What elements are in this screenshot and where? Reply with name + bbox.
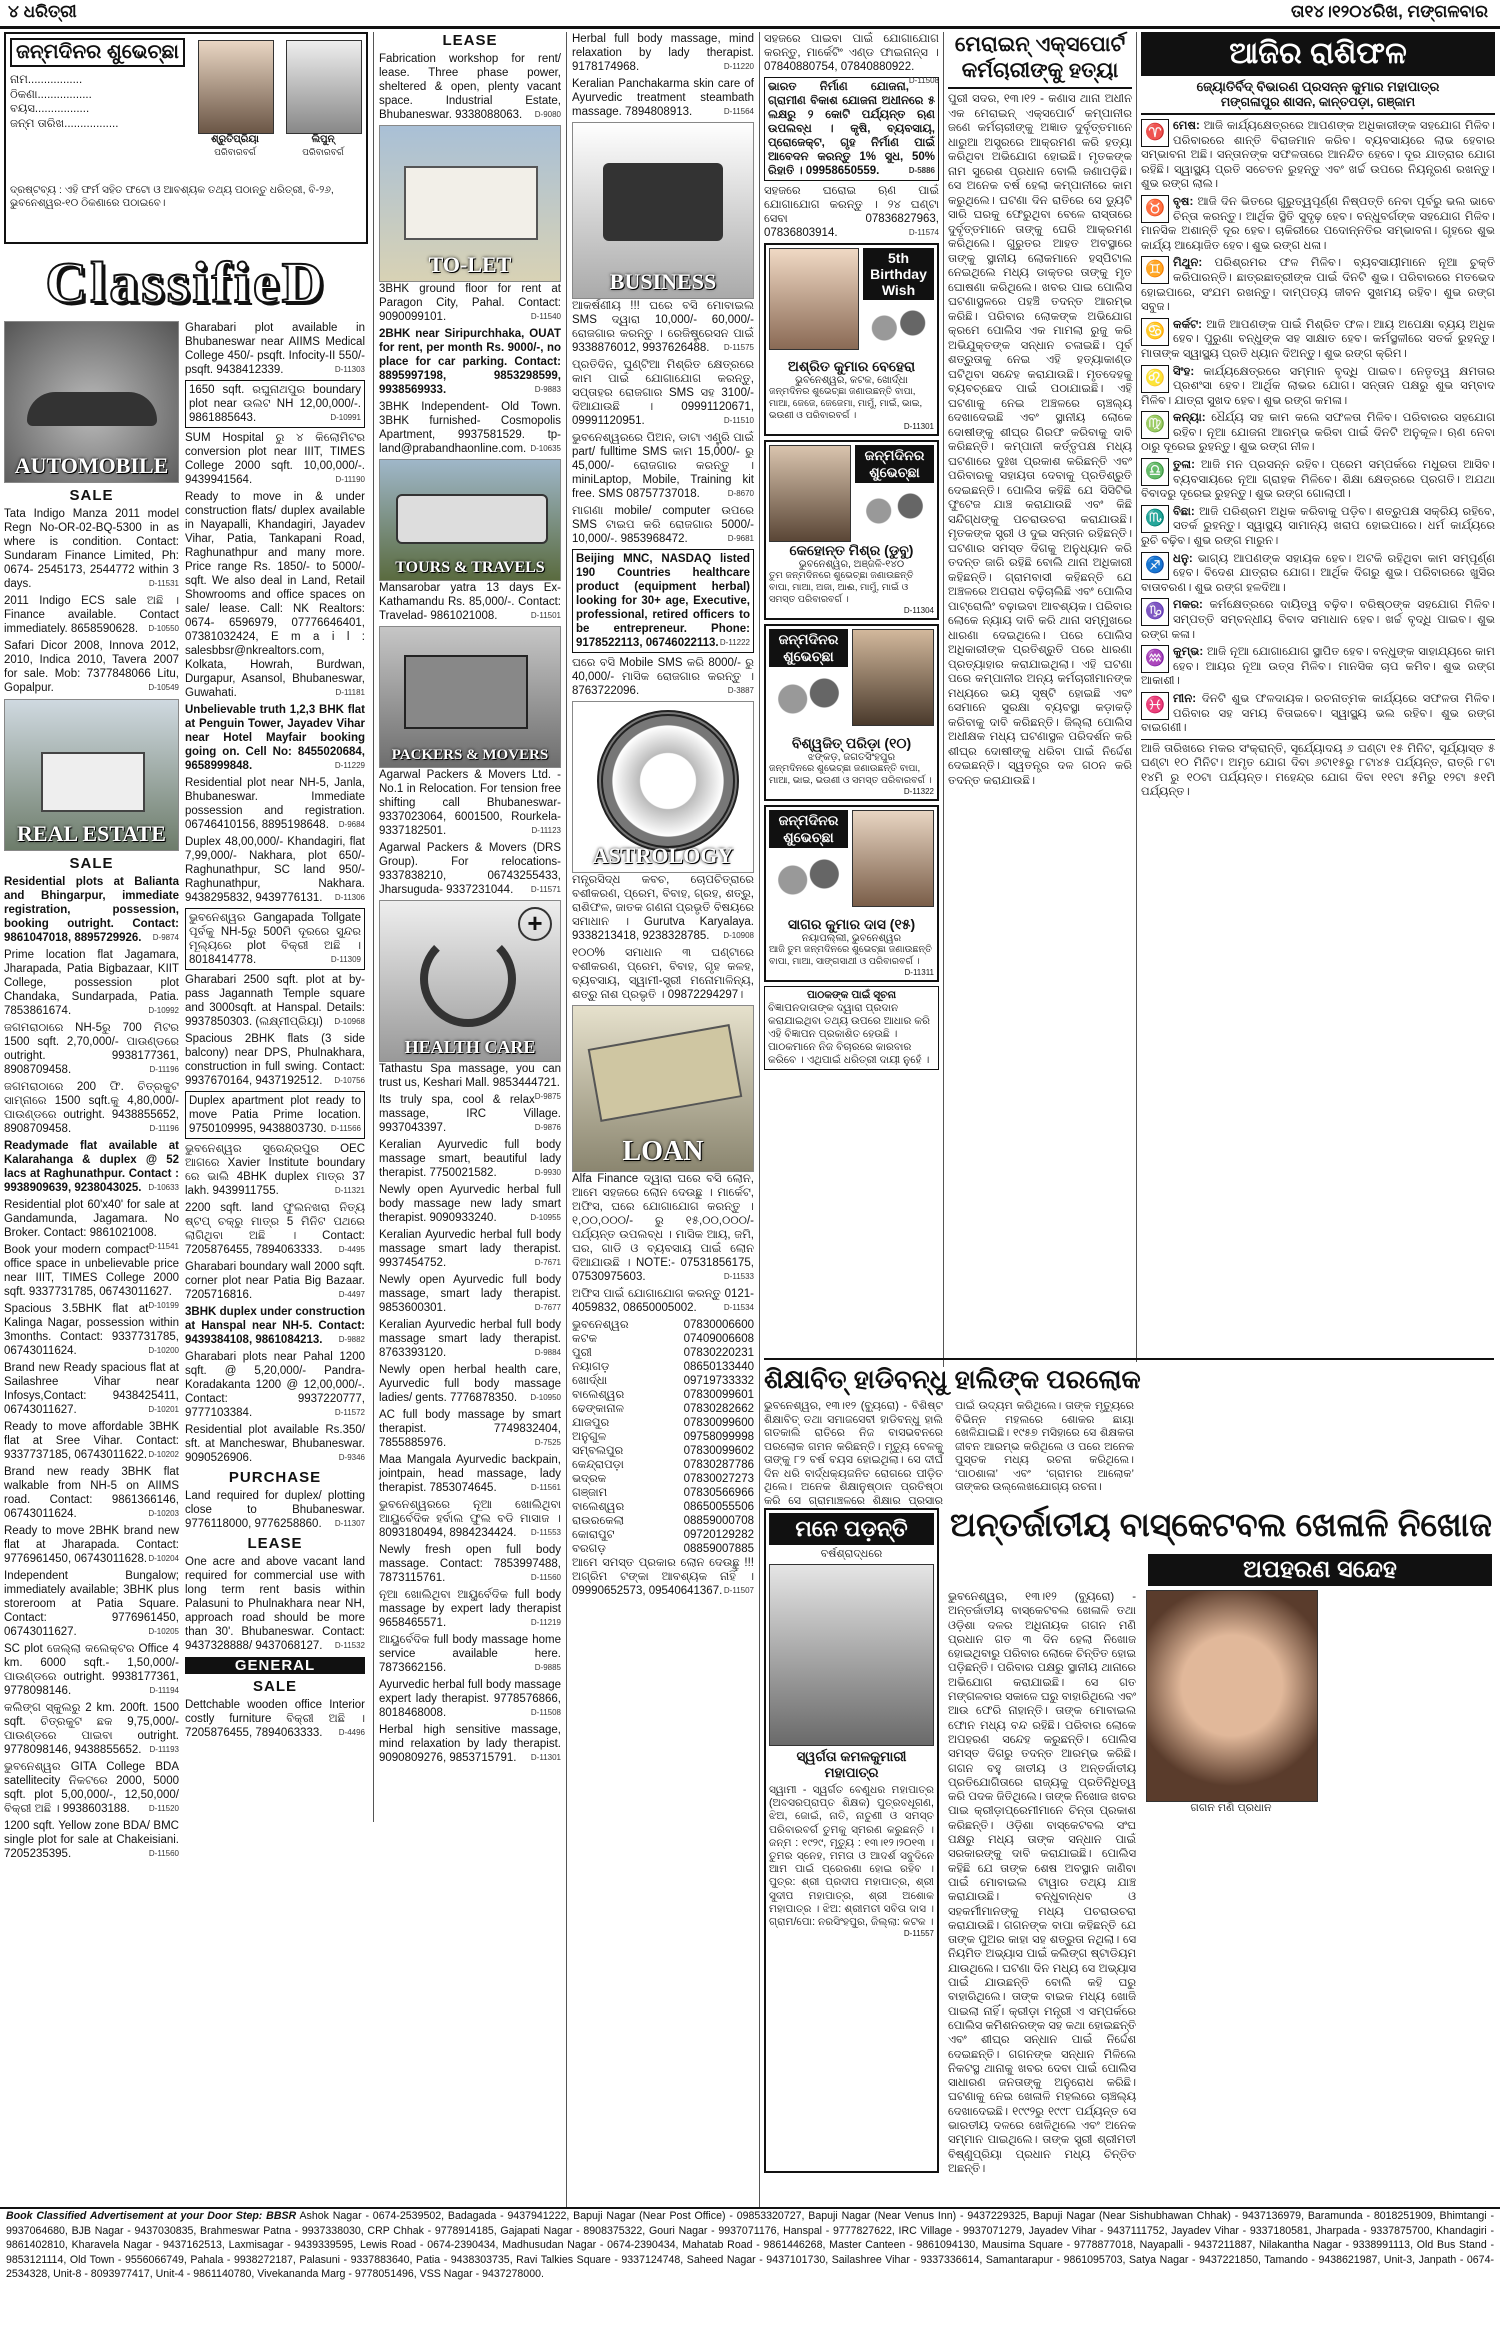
property-ad-10: Duplex apartment plot ready to move Patia Prime location. 9750109995, 9438803730. D-11566 (185, 1091, 365, 1139)
news2-headline: ଶିକ୍ଷାବିତ୍ ହାଡିବନ୍ଧୁ ହାଲିଙ୍କ ପରଲୋକ (764, 1364, 1141, 1394)
rasi-entry: ♐ ଧନୁ: ଭାଗ୍ୟ ଆପଣଙ୍କ ସହାୟକ ହେବ। ଅଟକି ରହିଥିବା କାମ ସମ୍ପୂର୍ଣ୍ଣ ହେବ। ବିଦେଶ ଯାତ୍ରାର ଯୋଗ। ଆର୍ଥିକ ଦିଗରୁ ଶୁଭ। ପରିବାରରେ ଖୁସିର ବାତାବରଣ। ଶୁଭ ରଙ୍ଗ ହଳଦିଆ। (1141, 551, 1495, 594)
health-label: HEALTH CARE (404, 1037, 536, 1057)
birthday-wish-2 (764, 440, 939, 620)
lease-heading-col3: LEASE (442, 32, 498, 49)
astrology-ad-1: ୧୦୦% ସମାଧାନ ୩ ଘଣ୍ଟାରେ ବଶୀକରଣ, ପ୍ରେମ, ବିବାହ, ଗୃହ କଳହ, ବ୍ୟବସାୟ, ସ୍ୱାମୀ-ସ୍ତ୍ରୀ ମନୋମାଳିନ୍ୟ, ଶତ୍ରୁ ନାଶ ପ୍ରଭୃତି । 09872294297। (572, 947, 754, 1001)
health-ad-11: Newly fresh open full body massage. Contact: 7853997488, 7873115761. D-11560 (379, 1544, 561, 1584)
stethoscope-icon (420, 931, 516, 1027)
health-ad-14: Ayurvedic herbal full body massage expert lady therapist. 9778576866, 8018468008. D-11508 (379, 1679, 561, 1719)
rasiphala-list (1141, 119, 1495, 736)
loan-city-row: ବାଲେଶ୍ୱର 07830099601 (572, 1389, 754, 1401)
tail-ad-col5: ସହଜରେ ଘରୋଇ ଋଣ ପାଇଁ ଯୋଗାଯୋଗ କରନ୍ତୁ । ୨୪ ଘଣ୍ଟା ସେବା 07836827963, 07836803914. D-11574 (764, 185, 939, 239)
rasiphala-footer: ଆଜି ତାରିଖରେ ମକର ସଂକ୍ରାନ୍ତି, ସୂର୍ଯ୍ୟୋଦୟ ୬ ଘଣ୍ଟା ୧୫ ମିନିଟ, ସୂର୍ଯ୍ୟାସ୍ତ ୫ ଘଣ୍ଟା ୧୦ ମିନିଟ। ଅମୃତ ଯୋଗ ଦିବା ୬ଟା୧୫ରୁ ୮ଟା୪୫ ପର୍ଯ୍ୟନ୍ତ, ରାତ୍ରି ୮ଟା ୧୪ମି ରୁ ୧୦ଟା ପର୍ଯ୍ୟନ୍ତ। ମହେନ୍ଦ୍ର ଯୋଗ ଦିବା ୧୧ଟା ୫ମିରୁ ୧୨ଟା ୫୧ମି ପର୍ଯ୍ୟନ୍ତ। (1141, 739, 1495, 800)
realestate-ad-15: ଭୁବନେଶ୍ୱର GITA College BDA satellitecity ନିକଟରେ 2000, 5000 sqft. plot 5,00,000/-, 12,50,000/ ବିକ୍ରୀ ଅଛି । 9938603188. D-11520 (4, 1761, 179, 1815)
wish2-text: ତୁମ ଜନ୍ମଦିନରେ ଶୁଭେଚ୍ଛା ଜଣାଉଛନ୍ତି ବାପା, ମାଆ, ଅଜା, ଆଈ, ମାମୁଁ, ମାଇଁ ଓ ସମସ୍ତ ପରିବାରବର୍ଗ । (769, 570, 914, 605)
wish3-text: ଜନ୍ମଦିନରେ ଶୁଭେଚ୍ଛା ଜଣାଉଛନ୍ତି ବାପା, ମାଆ, ଭାଇ, ଭଉଣୀ ଓ ସମସ୍ତ ପରିବାରବର୍ଗ । (769, 763, 932, 786)
news3-headline: ଅନ୍ତର୍ଜାତୀୟ ବାସ୍କେଟବଲ ଖେଳାଳି ନିଖୋଜ (950, 1506, 1492, 1543)
health-ad-7: Newly open herbal health care, Ayurvedic full body massage ladies/ gents. 7776878350. D-10950 (379, 1364, 561, 1404)
govt-loan-box-ad: ଭାରତ ନିର୍ମାଣ ଯୋଜନା, ଗ୍ରାମୀଣ ବିକାଶ ଯୋଜନା ଅଧୀନରେ ୫ ଲକ୍ଷରୁ ୨ କୋଟି ପର୍ଯ୍ୟନ୍ତ ଋଣ ଉପଲବ୍ଧ । କୃଷି, ବ୍ୟବସାୟ, ପ୍ରୋଜେକ୍ଟ, ଗୃହ ନିର୍ମାଣ ପାଇଁ ଆବେଦନ କରନ୍ତୁ 1% ସୁଧ, 50% ରିହାତି । 09958650559. D-5886 (764, 77, 939, 181)
property-ad-14: 3BHK duplex under construction at Hanspal near NH-5. Contact: 9439384108, 9861084213. D-9882 (185, 1306, 365, 1346)
purchase-ad-0: Land required for duplex/ plotting close to Bhubaneswar. 9776118000, 9776258860. D-11307 (185, 1490, 365, 1530)
realestate-ad-7: Spacious 3.5BHK flat at Kalinga Nagar, possession within 3months. Contact: 9337731785, 06743011624. D-10200 (4, 1303, 179, 1357)
balloons-graphic-4 (769, 856, 848, 916)
health-banner (379, 900, 561, 1062)
tolet-ad-0: 3BHK ground floor for rent at Paragon City, Pahal. Contact: 9090099101. D-11540 (379, 283, 561, 323)
automobile-ad-2: Safari Dicor 2008, Innova 2012, 2010, Indica 2010, Tavera 2007 for sale. Mob: 7377848066 Litu, Gopalpur. D-10549 (4, 640, 179, 694)
rasi-entry: ♓ ମୀନ: ଦିନଟି ଶୁଭ ଫଳଦାୟକ। ରଚନାତ୍ମକ କାର୍ଯ୍ୟରେ ସଫଳତା ମିଳିବ। ପରିବାର ସହ ସମୟ ବିତାଇବେ। ସ୍ୱାସ୍ଥ୍ୟ ଭଲ ରହିବ। ଶୁଭ ରଙ୍ଗ ବାଇଗଣୀ। (1141, 691, 1495, 735)
property-ad-15: Gharabari plots near Pahal 1200 sqft. @ 5,20,000/- Pandra- Koradakanta 1200 @ 12,00,000/-. Contact: 9937220777, 9777103384. D-11572 (185, 1351, 365, 1419)
medical-cross-icon: + (518, 907, 552, 941)
loan-ad-0: Alfa Finance ଦ୍ୱାରା ଘରେ ବସି ଲୋନ, ଆମେ ସହଜରେ ଲୋନ ଦେଉଛୁ । ମାର୍କେଟ, ଅଫିସ, ଘରେ ଯୋଗାଯୋଗ କରନ୍ତୁ । ୧,୦୦,୦୦୦/- ରୁ ୧୫,୦୦,୦୦୦/- ପର୍ଯ୍ୟନ୍ତ ଉପଲବ୍ଧ । ମାସିକ ଆୟ, ଜମି, ଘର, ଗାଡି ଓ ବ୍ୟବସାୟ ପାଇଁ ଲୋନ ଦିଆଯାଉଛି । NOTE:- 07531856175, 07530975603. D-11533 (572, 1173, 754, 1283)
loan-city-row: ରାଉରକେଲା 08859000708 (572, 1515, 754, 1527)
news1-headline: ମେରାଇନ୍ ଏକ୍ସପୋର୍ଟ କର୍ମଚାରୀଙ୍କୁ ହତ୍ୟା (948, 32, 1132, 89)
property-ad-0: Gharabari plot available in Bhubaneswar near AIIMS Medical College 450/- psqft. Infocity-II 550/- psqft. 9438412339. D-11303 (185, 322, 365, 376)
zodiac-icon: ♐ (1141, 552, 1169, 580)
property-ad-6: Duplex 48,00,000/- Khandagiri, flat 7,99,000/- Nakhara, plot 650/- Raghunathpur, SC land 950/- Raghunathpur, Nakhara. 9438295832, 9439776131. D-11306 (185, 836, 365, 904)
obituary-sub: ବର୍ଷଶ୍ରାଦ୍ଧରେ (820, 1548, 883, 1560)
loan-city-row: ସମ୍ବଲପୁର 07830099602 (572, 1445, 754, 1457)
health-ad-6: Keralian Ayurvedic herbal full body massage smart lady therapist. 8763393120. D-9884 (379, 1319, 561, 1359)
property-ad-1: 1650 sqft. ରଘୁନାଥପୁର boundary plot near ଉଲଟ NH 12,00,000/-. 9861885643. D-10991 (185, 380, 365, 428)
wish1-title: 5th Birthday Wish (863, 248, 934, 300)
rasi-entry: ♊ ମିଥୁନ: ପରିଶ୍ରମର ଫଳ ମିଳିବ। ବ୍ୟବସାୟୀମାନେ ନୂଆ ଚୁକ୍ତି କରିପାରନ୍ତି। ଛାତ୍ରଛାତ୍ରୀଙ୍କ ପାଇଁ ଦିନଟି ଶୁଭ। ପରିବାରରେ ମତଭେଦ ହୋଇପାରେ, ସଂଯମ ରଖନ୍ତୁ। ଦାମ୍ପତ୍ୟ ଜୀବନ ସୁଖମୟ ରହିବ। ଶୁଭ ରଙ୍ଗ ସବୁଜ। (1141, 256, 1495, 314)
realestate-ad-11: Ready to move 2BHK brand new flat at Jharapada. Contact: 9776961450, 06743011628. D-10204 (4, 1525, 179, 1565)
house-graphic (41, 752, 145, 812)
reader-notice-text: ବିଜ୍ଞାପନଦାତାଙ୍କ ଦ୍ୱାରା ପ୍ରଦାନ କରାଯାଇଥିବା ତଥ୍ୟ ଉପରେ ଆଧାର କରି ଏହି ବିଜ୍ଞାପନ ପ୍ରକାଶିତ ହେଉଛି । ପାଠକମାନେ ନିଜ ବିଚାରରେ କାରବାର କରିବେ । ଏଥିପାଇଁ ଧରିତ୍ରୀ ଦାୟୀ ନୁହେଁ । (768, 1002, 930, 1066)
truck-graphic (404, 655, 528, 729)
loan-city-row: କେନ୍ଦ୍ରାପଡ଼ା 07830287786 (572, 1459, 754, 1471)
loan-city-row: ଅନୁଗୁଳ 09758099998 (572, 1431, 754, 1443)
wish4-text: ଆଜି ତୁମ ଜନ୍ମଦିନରେ ଶୁଭେଚ୍ଛା ଜଣାଉଛନ୍ତି ବାପା, ମାଆ, ସାଙ୍ଗସାଥୀ ଓ ପରିବାରବର୍ଗ । (769, 944, 932, 967)
rasi-entry: ♍ କନ୍ୟା: ଧୈର୍ଯ୍ୟ ସହ କାମ କଲେ ସଫଳତା ମିଳିବ। ପରିବାରର ସହଯୋଗ ରହିବ। ନୂଆ ଯୋଜନା ଆରମ୍ଭ କରିବା ପାଇଁ ଦିନଟି ଅନୁକୂଳ। ଋଣ ନେବା ଠାରୁ ଦୂରେଇ ରୁହନ୍ତୁ। ଶୁଭ ରଙ୍ଗ ନୀଳ। (1141, 411, 1495, 454)
general-ad-0: Dettchable wooden office Interior costly furniture ବିକ୍ରୀ ଅଛି । 7205876455, 7894063333. D-4496 (185, 1699, 365, 1739)
wish4-code: D-11311 (904, 968, 934, 977)
child-sub-2: ପରିବାରବର୍ଗ (302, 147, 344, 157)
packers-label: PACKERS & MOVERS (391, 747, 549, 763)
realestate-ad-16: 1200 sqft. Yellow zone BDA/ BMC single plot for sale at Chakeisiani. 7205235395. D-11560 (4, 1820, 179, 1860)
tolet-label: TO-LET (428, 252, 512, 277)
obituary-name: ସ୍ୱର୍ଗତା କମଳକୁମାରୀ ମହାପାତ୍ର (796, 1749, 907, 1780)
form-name-field: ନାମ................. (10, 74, 83, 86)
health-ad-13: ଆୟୁର୍ବେଦିକ full body massage home service available here. 7873662156. D-9885 (379, 1634, 561, 1674)
wish3-code: D-11322 (903, 787, 934, 796)
loan-city-row: ପୁରୀ 07830220231 (572, 1347, 754, 1359)
loan-city-row: ଭଦ୍ରକ 07830027273 (572, 1473, 754, 1485)
obituary-text: ସ୍ୱାମୀ - ସ୍ୱର୍ଗତ ବେଣୁଧର ମହାପାତ୍ର (ଅବସରପ୍ରାପ୍ତ ଶିକ୍ଷକ) ପୁତ୍ରବଧୂଗଣ, ଝିଅ, ଜୋଇଁ, ନାତି, ନାତୁଣୀ ଓ ସମସ୍ତ ପରିବାରବର୍ଗ ତୁମକୁ ସ୍ମରଣ କରୁଛନ୍ତି । ଜନ୍ମ : ୧୯୨୯, ମୃତ୍ୟୁ : ୧୩।୧୨।୨୦୧୩ । ତୁମର ସ୍ନେହ, ମମତା ଓ ଆଦର୍ଶ ସବୁଦିନେ ଆମ ପାଇଁ ପ୍ରେରଣା ହୋଇ ରହିବ । ପୁତ୍ର: ଶ୍ରୀ ପ୍ରଦୀପ ମହାପାତ୍ର, ଶ୍ରୀ ସୁଦୀପ ମହାପାତ୍ର, ଶ୍ରୀ ଅଶୋକ ମହାପାତ୍ର । ଝିଅ: ଶ୍ରୀମତୀ ସବିତା ଦାସ । ଗ୍ରାମ/ପୋ: ନରସିଂହପୁର, ଜିଲ୍ଲା: କଟକ । (769, 1784, 934, 1929)
astrology-label: ASTROLOGY (592, 843, 734, 868)
purchase-heading: PURCHASE (228, 1469, 322, 1486)
realestate-label: REAL ESTATE (17, 821, 166, 846)
rasi-entry: ♏ ବିଛା: ଆଜି ପରିଶ୍ରମ ଅଧିକ କରିବାକୁ ପଡ଼ିବ। ଶତ୍ରୁପକ୍ଷ ସକ୍ରିୟ ରହିବେ, ସତର୍କ ରୁହନ୍ତୁ। ସ୍ୱାସ୍ଥ୍ୟ ସାମାନ୍ୟ ଖରାପ ହୋଇପାରେ। ଧର୍ମ କାର୍ଯ୍ୟରେ ରୁଚି ବଢ଼ିବ। ଶୁଭ ରଙ୍ଗ ମାରୁନ। (1141, 504, 1495, 548)
wish3-photo (852, 629, 934, 726)
tolet-banner (379, 125, 561, 282)
massage-ad-0: Herbal full body massage, mind relaxation by lady therapist. 9178174968. D-11220 (572, 33, 754, 73)
zodiac-icon: ♊ (1141, 256, 1169, 284)
reader-notice-title: ପାଠକଙ୍କ ପାଇଁ ସୂଚନା (806, 989, 897, 1001)
wish4-name: ସାଗର କୁମାର ଦାସ (୧୫) (787, 916, 916, 932)
news3-photo (1146, 1590, 1318, 1802)
news1-body: ପୁରୀ ସଦର, ୧୩।୧୨ - କଣାସ ଥାନା ଅଧୀନ ଏକ ମେରାଇନ୍ ଏକ୍ସପୋର୍ଟ କମ୍ପାନୀର ଜଣେ କର୍ମଚାରୀଙ୍କୁ ଅଜ୍ଞାତ ଦୁର୍ବୃତ୍ତମାନେ ଧାରୁଆ ଅସ୍ତ୍ରରେ ଆକ୍ରମଣ କରି ହତ୍ୟା କରିଥିବା ଅଭିଯୋଗ ହୋଇଛି। ମୃତକଙ୍କ ନାମ ସୁରେଶ ପ୍ରଧାନ ବୋଲି ଜଣାପଡ଼ିଛି। ସେ ଅନେକ ବର୍ଷ ହେଲା କମ୍ପାନୀରେ କାମ କରୁଥିଲେ। ଘଟଣା ଦିନ ରାତିରେ ସେ ଡ୍ୟୁଟି ସାରି ଘରକୁ ଫେରୁଥିବା ବେଳେ ରାସ୍ତାରେ ଦୁର୍ବୃତ୍ତମାନେ ତାଙ୍କୁ ଘେରି ଆକ୍ରମଣ କରିଥିଲେ। ଗୁରୁତର ଆହତ ଅବସ୍ଥାରେ ତାଙ୍କୁ ସ୍ଥାନୀୟ ଲୋକମାନେ ହସ୍ପିଟାଲ ନେଇଥିଲେ ମଧ୍ୟ ଡାକ୍ତର ତାଙ୍କୁ ମୃତ ଘୋଷଣା କରିଥିଲେ। ଖବର ପାଇ ପୋଲିସ ଘଟଣାସ୍ଥଳରେ ପହଞ୍ଚି ତଦନ୍ତ ଆରମ୍ଭ କରିଛି। ପରିବାର ଲୋକଙ୍କ ଅଭିଯୋଗ କ୍ରମେ ପୋଲିସ ଏକ ମାମଲା ରୁଜୁ କରି ଅଭିଯୁକ୍ତଙ୍କ ସନ୍ଧାନ ଚଳାଇଛି। ପୂର୍ବ ଶତ୍ରୁତାକୁ ନେଇ ଏହି ହତ୍ୟାକାଣ୍ଡ ଘଟିଥିବା ସନ୍ଦେହ କରାଯାଉଛି। ମୃତଦେହକୁ ବ୍ୟବଚ୍ଛେଦ ପାଇଁ ପଠାଯାଇଛି। ଏହି ଘଟଣାକୁ ନେଇ ଅଞ୍ଚଳରେ ଚାଞ୍ଚଲ୍ୟ ଦେଖାଦେଇଛି ଏବଂ ସ୍ଥାନୀୟ ଲୋକେ ଦୋଷୀଙ୍କୁ ଶୀଘ୍ର ଗିରଫ କରିବାକୁ ଦାବି କରିଛନ୍ତି। କମ୍ପାନୀ କର୍ତ୍ତୃପକ୍ଷ ମଧ୍ୟ ଘଟଣାରେ ଦୁଃଖ ପ୍ରକାଶ କରିଛନ୍ତି ଏବଂ ପରିବାରକୁ ସହାୟତା ଦେବାକୁ ପ୍ରତିଶ୍ରୁତି ଦେଇଛନ୍ତି। ପୋଲିସ କହିଛି ଯେ ସିସିଟିଭି ଫୁଟେଜ ଯାଞ୍ଚ କରାଯାଉଛି ଏବଂ କିଛି ସନ୍ଦିଗ୍ଧଙ୍କୁ ପଚରାଉଚରା କରାଯାଉଛି। ମୃତକଙ୍କ ସ୍ତ୍ରୀ ଓ ଦୁଇ ସନ୍ତାନ ରହିଛନ୍ତି। ଘଟଣାର ସମସ୍ତ ଦିଗକୁ ଅନୁଧ୍ୟାନ କରି ତଦନ୍ତ ଜାରି ରହିଛି ବୋଲି ଥାନା ଅଧିକାରୀ କହିଛନ୍ତି। ଗ୍ରାମବାସୀ କହିଛନ୍ତି ଯେ ଅଞ୍ଚଳରେ ଅପରାଧ ବଢ଼ିଚାଲିଛି ଏବଂ ପୋଲିସ ପାଟ୍ରୋଲିଂ ବଢ଼ାଇବା ଆବଶ୍ୟକ। ପରିବାର ଲୋକେ ନ୍ୟାୟ ଦାବି କରି ଥାନା ସମ୍ମୁଖରେ ଧାରଣା ଦେଇଥିଲେ। ପରେ ପୋଲିସ ଅଧିକାରୀଙ୍କ ପ୍ରତିଶ୍ରୁତି ପରେ ଧାରଣା ପ୍ରତ୍ୟାହାର କରାଯାଇଥିଲା। ଏହି ଘଟଣା ପରେ କମ୍ପାନୀର ଅନ୍ୟ କର୍ମଚାରୀମାନଙ୍କ ମଧ୍ୟରେ ଭୟ ସୃଷ୍ଟି ହୋଇଛି ଏବଂ ସେମାନେ ସୁରକ୍ଷା ବ୍ୟବସ୍ଥା କଡ଼ାକଡ଼ି କରିବାକୁ ଦାବି କରିଛନ୍ତି। ଜିଲ୍ଲା ପୋଲିସ ଅଧୀକ୍ଷକ ମଧ୍ୟ ଘଟଣାସ୍ଥଳ ପରିଦର୍ଶନ କରି ଶୀଘ୍ର ଦୋଷୀଙ୍କୁ ଧରିବା ପାଇଁ ନିର୍ଦ୍ଦେଶ ଦେଇଛନ୍ତି। ସ୍ୱତନ୍ତ୍ର ଦଳ ଗଠନ କରି ତଦନ୍ତ କରାଯାଉଛି। (948, 93, 1132, 787)
business-ad-3: ମାଗଣା mobile/ computer ଉପରେ SMS ଟାଇପ କରି ରୋଜଗାର 5000/- 10,000/-. 9853968472. D-9681 (572, 505, 754, 545)
date-line: ତା୧୪।୧୨୦୪ରିଖ, ମଙ୍ଗଳବାର (1291, 2, 1488, 21)
health-ad-8: AC full body massage by smart therapist. 7749832404, 7855885976. D-7525 (379, 1409, 561, 1449)
loan-banner (572, 1005, 754, 1172)
wish4-photo (852, 810, 934, 907)
news-educationist-obituary (764, 1358, 1494, 1507)
loan-label: LOAN (622, 1136, 704, 1167)
automobile-sale-heading: SALE (69, 487, 114, 504)
packers-ad-0: Agarwal Packers & Movers Ltd. - No.1 in Relocation. For tension free shifting call Bhubaneswar- 9337023064, 6001500, Rourkela- 9337182501. D-11123 (379, 769, 561, 837)
birthday-wish-4 (764, 805, 939, 982)
rasi-entry: ♋ କର୍କଟ: ଆଜି ଆପଣଙ୍କ ପାଇଁ ମିଶ୍ରିତ ଫଳ। ଆୟ ଅପେକ୍ଷା ବ୍ୟୟ ଅଧିକ ହେବ। ପୁରୁଣା ବନ୍ଧୁଙ୍କ ସହ ସାକ୍ଷାତ ହେବ। କର୍ମସ୍ଥଳୀରେ ସତର୍କ ରୁହନ୍ତୁ। ମାତାଙ୍କ ସ୍ୱାସ୍ଥ୍ୟ ପ୍ରତି ଧ୍ୟାନ ଦିଅନ୍ତୁ। ଶୁଭ ରଙ୍ଗ କ୍ରିମ। (1141, 317, 1495, 360)
business-ad-4: Beijing MNC, NASDAQ listed 190 Countries healthcare product (equipment herbal) looking for 30+ age, Executive, professional, retired officers to be entrepreneur. Phone: 9178522113, 06746022113. D-11222 (572, 549, 754, 653)
wish4-title: ଜନ୍ମଦିନର ଶୁଭେଚ୍ଛା (769, 810, 848, 848)
realestate-ad-3: ଜଗମରାଠାରେ 200 ଫି. ଚିତ୍ରକୁଟ ସାମ୍ନାରେ 1500 sqft.କୁ 4,80,000/- ପାଉଣ୍ଡରେ outright. 9438855652, 8908709458. D-11196 (4, 1081, 179, 1135)
zodiac-icon: ♌ (1141, 365, 1169, 393)
property-ad-4: Unbelievable truth 1,2,3 BHK flat at Penguin Tower, Jayadev Vihar near Hotel Mayfair booking going on. Cell No: 8455020684, 9658999848. D-11229 (185, 704, 365, 772)
property-ad-7: ଭୁବନେଶ୍ୱର Gangapada Tollgate ପୂର୍ବକୁ NH-5ରୁ 500ମି ଦୂରରେ ସୁନ୍ଦର ମୂଲ୍ୟରେ plot ବିକ୍ରୀ ଅଛି । 8018414778. D-11309 (185, 908, 365, 970)
astrology-banner (572, 701, 754, 873)
form-note: ଦ୍ରଷ୍ଟବ୍ୟ : ଏହି ଫର୍ମ ସହିତ ଫଟୋ ଓ ଆବଶ୍ୟକ ତଥ୍ୟ ପଠାନ୍ତୁ ଧରିତ୍ରୀ, ବି-୨୬, ଭୁବନେଶ୍ୱର-୧୦ ଠିକଣାରେ ପଠାଇବେ। (10, 184, 334, 209)
business-ad-2: ଭୁବନେଶ୍ୱରରେ ପିଅନ, ଡାଟା ଏଣ୍ଟ୍ରି ପାଇଁ part/ fulltime SMS କାମ 15,000/- ରୁ 45,000/- ରୋଜଗାର କରନ୍ତୁ । miniLaptop, Mobile, Training kit free. SMS 08757737018. D-8670 (572, 432, 754, 500)
health-ad-1: Its truly spa, cool & relax massage, IRC Village. 9937043397. D-9876 (379, 1094, 561, 1134)
realestate-ad-13: SC plot ଜେଲ୍ଲା କଲେକ୍ଟର Office 4 km. 6000 sqft.- 1,50,000/- ପାଉଣ୍ଡରେ outright. 9938177361, 9778098146. D-11194 (4, 1643, 179, 1697)
birthday-form-box (4, 32, 368, 244)
zodiac-icon: ♎ (1141, 458, 1169, 486)
tours-ad-0: Mansarobar yatra 13 days Ex-Kathamandu Rs. 85,000/-. Contact: Travelad- 9861021008. D-11501 (379, 582, 561, 622)
loan-city-list (572, 1318, 754, 1556)
child-sub-1: ପରିବାରବର୍ଗ (214, 147, 256, 157)
loan-city-row: ବରଗଡ଼ 08859007885 (572, 1543, 754, 1555)
lease-ad-col3-0: Fabrication workshop for rent/ lease. Three phase power, sheltered & open, plenty vacant space. Industrial Estate, Bhubaneswar. 9338088063. D-9080 (379, 53, 561, 121)
realestate-ad-1: Prime location flat Jagamara, Jharapada, Patia Bigbazaar, KIIT College, possession plot Chandaka, Sundarpada, Patia. 7853861674. D-10992 (4, 949, 179, 1017)
news2-body: ଭୁବନେଶ୍ୱର, ୧୩।୧୨ (ବ୍ୟୁରୋ) - ବିଶିଷ୍ଟ ଶିକ୍ଷାବିତ୍ ତଥା ସମାଜସେବୀ ହାଡିବନ୍ଧୁ ହାଲି ଗତକାଲି ରାତିରେ ନିଜ ବାସଭବନରେ ପରଲୋକ ଗମନ କରିଛନ୍ତି। ମୃତ୍ୟୁ ବେଳକୁ ତାଙ୍କୁ ୮୨ ବର୍ଷ ବୟସ ହୋଇଥିଲା। ସେ ଦୀର୍ଘ ଦିନ ଧରି ବାର୍ଦ୍ଧକ୍ୟଜନିତ ରୋଗରେ ପୀଡ଼ିତ ଥିଲେ। ଅନେକ ଶିକ୍ଷାନୁଷ୍ଠାନ ପ୍ରତିଷ୍ଠା କରି ସେ ଗ୍ରାମାଞ୍ଚଳରେ ଶିକ୍ଷାର ପ୍ରସାର ପାଇଁ ଉଦ୍ୟମ କରିଥିଲେ। ତାଙ୍କ ମୃତ୍ୟୁରେ ବିଭିନ୍ନ ମହଲରେ ଶୋକର ଛାୟା ଖେଳିଯାଇଛି। ୧୯୫୭ ମସିହାରେ ସେ ଶିକ୍ଷକତା ଜୀବନ ଆରମ୍ଭ କରିଥିଲେ ଓ ପରେ ଅନେକ ପୁସ୍ତକ ମଧ୍ୟ ରଚନା କରିଥିଲେ। ‘ପାଠଶାଳା’ ଏବଂ ‘ଗ୍ରାମର ଆଲୋକ’ ତାଙ୍କର ଉଲ୍ଲେଖଯୋଗ୍ୟ ରଚନା। (764, 1400, 1134, 1507)
zodiac-icon: ♉ (1141, 195, 1169, 223)
zodiac-wheel-graphic (597, 710, 739, 852)
wish2-code: D-11304 (903, 606, 934, 615)
property-ad-11: ଭୁବନେଶ୍ୱର ସୁରେନ୍ଦ୍ରପୁର OEC ଆଗରେ Xavier Institute boundary ରେ ଭାଲି 4BHK duplex ମାତ୍ର 37 lakh. 9439911755. D-11321 (185, 1143, 365, 1197)
wish3-title: ଜନ୍ମଦିନର ଶୁଭେଚ୍ଛା (769, 629, 848, 667)
car-graphic (27, 392, 157, 426)
general-heading: GENERAL (185, 1657, 365, 1674)
wish3-sub: ଝଙ୍କଡ଼, ଜଗତସିଂହପୁର (807, 752, 896, 763)
column-1b-ads (185, 321, 365, 1864)
obituary-box (764, 1508, 939, 2173)
packers-ad-1: Agarwal Packers & Movers (DRS Group). For relocations- 9337838210, 06743255433, Jharsuguda- 9337231044. D-11571 (379, 842, 561, 896)
massage-ad-1: Keralian Panchakarma skin care of Ayurvedic treatment steambath massage. 7894808913. D-11564 (572, 78, 754, 118)
property-ad-5: Residential plot near NH-5, Janla, Bhubaneswar. Immediate possession and registration. 06746410156, 8895198648. D-9684 (185, 777, 365, 831)
footer-text: Ashok Nagar - 0674-2539502, Badagada - 9437941222, Bapuji Nagar (Near Post Office) - 09853320727, Bapuji Nagar (Near Venus Inn) - 9437229325, Bapuji Nagar (Near Sishubhawan Chhak) - 9437136979, Baramunda - 8018251909, Bhimtangi - 9937064680, BJB Nagar - 9437030835, Brahmeswar Patna - 9937338030, CRP Chhak - 9778914185, Gajapati Nagar - 8908375322, Gouri Nagar - 9937071176, Hanspal - 9777827622, IRC Village - 9937071279, Jayadev Vihar - 9437111752, Jayadev Vihar - 9337180581, Jharpada - 9337875700, Khandagiri - 9861402810, Kharavela Nagar - 9437162513, Laxmisagar - 9439339595, Lewis Road - 0674-2390434, Madhusudan Nagar - 0674-2390434, Mahatab Road - 9861446268, Master Canteen - 9861094130, Mausima Square - 9778877018, Nayapalli - 9437211887, Nilakantha Nagar - 9338991113, Old Bus Stand - 9853121114, Old Town - 9556066749, Pahala - 9938272187, Palasuni - 9337883640, Patia - 9438303735, Ravi Talkies Square - 9337124748, Saheed Nagar - 9437101730, Sailashree Vihar - 9337336614, Samantarapur - 9861095703, Satya Nagar - 9437221850, Tamando - 9438621987, Unit-3, Janpath - 0674-2534328, Unit-8 - 8093977417, Unit-4 - 9861140780, Vivekananda Marg - 9778051496, VSS Nagar - 9437278000. (6, 2210, 1494, 2280)
business-banner (572, 122, 754, 299)
wish1-code: D-11301 (903, 422, 934, 431)
child-name-1: ଶ୍ରୁତିପ୍ରିୟା (211, 134, 259, 145)
property-ad-12: 2200 sqft. land ଫୁଲନଖରା ନିତ୍ୟ ଷ୍ଟପ୍ ଚକ୍ରୁ ମାତ୍ର 5 ମିନିଟ ପଥରେ ଲାଗିଥିବା ଅଛି । Contact: 7205876455, 7894063333. D-4495 (185, 1202, 365, 1256)
loan-tail-ad: ଆମେ ସମସ୍ତ ପ୍ରକାର ଲୋନ ଦେଉଛୁ !!! ଅଗ୍ରିମ ଟଙ୍କା ଆବଶ୍ୟକ ନାହିଁ । 09990652573, 09540641367. D-11507 (572, 1557, 754, 1597)
obituary-code: D-11557 (903, 1929, 934, 1939)
rasiphala-title: ଆଜିର ରାଶିଫଳ (1141, 32, 1495, 76)
birthday-wish-1 (764, 243, 939, 436)
zodiac-icon: ♒ (1141, 645, 1169, 673)
lease-ad-0: One acre and above vacant land required for commercial use with long term rent basis within Palasuni to Phulnakhara near NH, approach road should be more than 30'. Bhubaneswar. Contact: 9437328888/ 9437068127. D-11532 (185, 1556, 365, 1652)
health-ad-0: Tathastu Spa massage, you can trust us, Keshari Mall. 9853444721. D-9875 (379, 1063, 561, 1101)
property-ad-9: Spacious 2BHK flats (3 side balcony) near DPS, Phulnakhara, construction in full swing. Contact: 9937670164, 9437192512. D-10756 (185, 1033, 365, 1087)
wish2-sub: ଭୁବନେଶ୍ୱର, ଅଞ୍ଜଳି-୧୪୦ (798, 559, 905, 570)
realestate-ads (4, 875, 179, 1861)
health-ad-3: Newly open Ayurvedic herbal full body massage new lady smart therapist. 9090933240. D-10955 (379, 1184, 561, 1224)
lease-heading: LEASE (247, 1535, 303, 1552)
zodiac-icon: ♓ (1141, 692, 1169, 720)
news-basketball-missing (948, 1500, 1494, 2175)
reader-notice (764, 986, 939, 1070)
balloons-graphic-2 (855, 491, 934, 541)
rasiphala-byline: ଜ୍ୟୋତିର୍ବିଦ୍ ବିଭାରଣ ପ୍ରସନ୍ନ କୁମାର ମହାପାତ୍ର (1196, 79, 1440, 94)
wish2-name: କେହୋନ୍ତ ମିଶ୍ର (ଡୁବୁ) (789, 542, 914, 558)
health-ad-9: Maa Mangala Ayurvedic backpain, jointpain, head massage, lady therapist. 7853074645. D-11561 (379, 1454, 561, 1494)
zodiac-icon: ♑ (1141, 598, 1169, 626)
realestate-ad-8: Brand new Ready spacious flat at Sailashree Vihar near Infosys,Contact: 9438425411, 06743011627. D-10201 (4, 1362, 179, 1416)
form-birthday-field: ଜନ୍ମ ତାରିଖ................. (10, 117, 119, 130)
form-age-field: ବୟସ................. (10, 103, 90, 115)
child-photo-2 (286, 40, 362, 134)
classified-logo: ClassifieD (45, 250, 327, 315)
birthday-wish-3 (764, 624, 939, 801)
birthday-form-title: ଜନ୍ମଦିନର ଶୁଭେଚ୍ଛା (10, 38, 185, 67)
loan-city-row: ଢେଙ୍କାନାଳ 07830282662 (572, 1403, 754, 1415)
realestate-ad-12: Independent Bungalow; immediately available; 3BHK plus storeroom at Patia Square. Contact: 9776961450, 06743011627. D-10205 (4, 1570, 179, 1638)
loan-city-row: ନୟାଗଡ଼ 08650133440 (572, 1361, 754, 1373)
column-5 (764, 32, 939, 1362)
zodiac-icon: ♏ (1141, 505, 1169, 533)
automobile-label: AUTOMOBILE (14, 453, 169, 478)
zodiac-icon: ♈ (1141, 119, 1169, 147)
tolet-ad-2: 3BHK Independent- Old Town. 3BHK furnished- Cosmopolis Apartment, 9937581529. tp-land@prabandhaonline.com. D-10635 (379, 401, 561, 455)
loan-city-row: ଭୁବନେଶ୍ୱର 07830006600 (572, 1319, 754, 1331)
rasi-entry: ♎ ତୁଳା: ଆଜି ମନ ପ୍ରସନ୍ନ ରହିବ। ପ୍ରେମ ସମ୍ପର୍କରେ ମଧୁରତା ଆସିବ। ବ୍ୟବସାୟରେ ନୂଆ ଗ୍ରାହକ ମିଳିବେ। ଶିକ୍ଷା କ୍ଷେତ୍ରରେ ପ୍ରଗତି। ଅଯଥା ବିବାଦରୁ ଦୂରେଇ ରୁହନ୍ତୁ। ଶୁଭ ରଙ୍ଗ ଗୋଲାପୀ। (1141, 458, 1495, 501)
general-sale-heading: SALE (252, 1678, 297, 1695)
rasiphala-byline2: ମଙ୍ଗଳାପୁର ଶାସନ, କାନ୍ତପଡ଼ା, ଗଞ୍ଜାମ (1141, 95, 1495, 115)
loan-city-row: କୋରାପୁଟ 09720129282 (572, 1529, 754, 1541)
health-ad-12: ନୂଆ ଖୋଲିଥିବା ଆୟୁର୍ବେଦିକ full body massage by expert lady therapist 9658465571. D-11219 (379, 1589, 561, 1629)
bus-graphic (396, 494, 548, 544)
realestate-ad-0: Residential plots at Balianta and Bhingarpur, immediate registration, possession, booking outright. Contact: 9861047018, 8895729926. D-9874 (4, 876, 179, 944)
tours-label: TOURS & TRAVELS (395, 559, 545, 576)
wish1-sub: ଭୁବନେଶ୍ୱର, କଟକ, ଖୋର୍ଦ୍ଧା (795, 375, 908, 386)
wish1-text: ଜନ୍ମଦିନର ଶୁଭେଚ୍ଛା ଜଣାଉଛନ୍ତି ବାପା, ମାଆ, ଜେଜେ, ଜେଜେମା, ମାମୁଁ, ମାଇଁ, ଭାଇ, ଭଉଣୀ ଓ ପରିବାରବର୍ଗ । (769, 386, 923, 421)
wish2-title: ଜନ୍ମଦିନର ଶୁଭେଚ୍ଛା (855, 445, 934, 483)
health-ad-4: Keralian Ayurvedic herbal full body massage smart lady therapist. 9937454752. D-7671 (379, 1229, 561, 1269)
loan-ad-1: ଅଫିସ ପାଇଁ ଯୋଗାଯୋଗ କରନ୍ତୁ 0121-4059832, 08650005002. D-11534 (572, 1288, 754, 1314)
briefcase-graphic (603, 163, 723, 241)
column-1 (4, 32, 368, 2202)
rasi-entry: ♈ ମେଷ: ଆଜି କାର୍ଯ୍ୟକ୍ଷେତ୍ରରେ ଆପଣଙ୍କ ଅଧିକାରୀଙ୍କ ସହଯୋଗ ମିଳିବ। ପରିବାରରେ ଶାନ୍ତି ବିରାଜମାନ କରିବ। ବ୍ୟବସାୟରେ ଲାଭ ହେବାର ସମ୍ଭାବନା ଅଛି। ସନ୍ତାନଙ୍କ ସଫଳତାରେ ଆନନ୍ଦିତ ହେବେ। ଦୂର ଯାତ୍ରାର ଯୋଗ ରହିଛି। ସ୍ୱାସ୍ଥ୍ୟ ପ୍ରତି ସଚେତନ ରୁହନ୍ତୁ ଏବଂ ଖର୍ଚ୍ଚ ଉପରେ ନିୟନ୍ତ୍ରଣ ରଖନ୍ତୁ। ଶୁଭ ରଙ୍ଗ ଲାଲ। (1141, 119, 1495, 191)
realestate-banner (4, 699, 179, 851)
currency-graphic (588, 1024, 743, 1122)
child-name-2: ଲିପୁନ୍ (311, 134, 335, 145)
rasiphala-section (1141, 32, 1495, 1332)
footer-title: Book Classified Advertisement at your Door Step: BBSR (6, 2210, 297, 2222)
realestate-ad-14: କଲିଙ୍ଗ ସ୍କୁଲରୁ 2 km. 200ft. 1500 sqft. ଚିତ୍ରକୁଟ ଛକ 9,75,000/- ପାଉଣ୍ଡରେ ପାଇବା outright. 9778098146, 9438855652. D-11193 (4, 1702, 179, 1756)
automobile-ad-1: 2011 Indigo ECS sale ଅଛି । Finance available. Contact immediately. 8658590628. D-10550 (4, 595, 179, 635)
balloons-graphic-3 (769, 675, 848, 735)
realestate-sale-heading: SALE (69, 855, 114, 872)
property-ad-8: Gharabari 2500 sqft. plot at by- pass Jagannath Temple square and 3000sqft. at Hanspal. Details: 9937850303. (ଲକ୍ଷ୍ମୀପ୍ରିୟା) D-10968 (185, 974, 365, 1028)
wish1-photo (769, 248, 859, 350)
health-ad-2: Keralian Ayurvedic full body massage smart, beautiful lady therapist. 7750021582. D-9930 (379, 1139, 561, 1179)
wish2-photo (769, 445, 851, 542)
packers-banner (379, 626, 561, 768)
health-ad-15: Herbal high sensitive massage, mind relaxation by lady therapist. 9090809276, 9853715791. D-11301 (379, 1724, 561, 1764)
footer-booking-bar (0, 2207, 1500, 2339)
news3-body: ଭୁବନେଶ୍ୱର, ୧୩।୧୨ (ବ୍ୟୁରୋ) - ଅନ୍ତର୍ଜାତୀୟ ବାସ୍କେଟବଲ ଖେଳାଳି ତଥା ଓଡ଼ିଶା ଦଳର ଅଧିନାୟକ ଗଗନ ମଣି ପ୍ରଧାନ ଗତ ୩ ଦିନ ହେଲା ନିଖୋଜ ହୋଇଥିବାରୁ ପରିବାର ଲୋକେ ଚିନ୍ତିତ ହୋଇ ପଡ଼ିଛନ୍ତି। ପରିବାର ପକ୍ଷରୁ ସ୍ଥାନୀୟ ଥାନାରେ ଅଭିଯୋଗ କରାଯାଇଛି। ସେ ଗତ ମଙ୍ଗଳବାର ସକାଳେ ଘରୁ ବାହାରିଥିଲେ ଏବଂ ଆଉ ଫେରି ନାହାନ୍ତି। ତାଙ୍କ ମୋବାଇଲ ଫୋନ ମଧ୍ୟ ବନ୍ଦ ରହିଛି। ପରିବାର ଲୋକେ ଅପହରଣ ସନ୍ଦେହ କରୁଛନ୍ତି। ପୋଲିସ ସମସ୍ତ ଦିଗରୁ ତଦନ୍ତ ଆରମ୍ଭ କରିଛି। ଗଗନ ବହୁ ଜାତୀୟ ଓ ଅନ୍ତର୍ଜାତୀୟ ପ୍ରତିଯୋଗିତାରେ ରାଜ୍ୟକୁ ପ୍ରତିନିଧିତ୍ୱ କରି ପଦକ ଜିତିଥିଲେ। ତାଙ୍କ ନିଖୋଜ ଖବର ପାଇ କ୍ରୀଡ଼ାପ୍ରେମୀମାନେ ଚିନ୍ତା ପ୍ରକାଶ କରିଛନ୍ତି। ଓଡ଼ିଶା ବାସ୍କେଟବଲ ସଂଘ ପକ୍ଷରୁ ମଧ୍ୟ ତାଙ୍କ ସନ୍ଧାନ ପାଇଁ ସରକାରଙ୍କୁ ଦାବି କରାଯାଇଛି। ପୋଲିସ କହିଛି ଯେ ତାଙ୍କ ଶେଷ ଅବସ୍ଥାନ ଜାଣିବା ପାଇଁ ମୋବାଇଲ ଟାୱାର ତଥ୍ୟ ଯାଞ୍ଚ କରାଯାଉଛି। ବନ୍ଧୁବାନ୍ଧବ ଓ ସହକର୍ମୀମାନଙ୍କୁ ମଧ୍ୟ ପଚରାଉଚରା କରାଯାଉଛି। ଗଗନଙ୍କ ବାପା କହିଛନ୍ତି ଯେ ତାଙ୍କ ପୁଅର କାହା ସହ ଶତ୍ରୁତା ନଥିଲା। ସେ ନିୟମିତ ଅଭ୍ୟାସ ପାଇଁ କଲିଙ୍ଗ ଷ୍ଟାଡିୟମ ଯାଉଥିଲେ। ଘଟଣା ଦିନ ମଧ୍ୟ ସେ ଅଭ୍ୟାସ ପାଇଁ ଯାଉଛନ୍ତି ବୋଲି କହି ଘରୁ ବାହାରିଥିଲେ। ତାଙ୍କ ବାଇକ ମଧ୍ୟ ଖୋଜି ପାଇଲା ନାହିଁ। କ୍ରୀଡ଼ା ମନ୍ତ୍ରୀ ଏ ସମ୍ପର୍କରେ ପୋଲିସ କମିଶନରଙ୍କ ସହ କଥା ହୋଇଛନ୍ତି ଏବଂ ଶୀଘ୍ର ସନ୍ଧାନ ପାଇଁ ନିର୍ଦ୍ଦେଶ ଦେଇଛନ୍ତି। ଗଗନଙ୍କ ସନ୍ଧାନ ମିଳିଲେ ନିକଟସ୍ଥ ଥାନାକୁ ଖବର ଦେବା ପାଇଁ ପୋଲିସ ସାଧାରଣ ଜନତାଙ୍କୁ ଅନୁରୋଧ କରିଛି। ଘଟଣାକୁ ନେଇ ଖେଳାଳି ମହଲରେ ଚାଞ୍ଚଲ୍ୟ ଦେଖାଦେଇଛି। ୧୯୯୨ରୁ ୧୯୯୮ ପର୍ଯ୍ୟନ୍ତ ସେ ଭାରତୀୟ ଦଳରେ ଖେଳିଥିଲେ ଏବଂ ଅନେକ ସମ୍ମାନ ପାଇଥିଲେ। ତାଙ୍କ ସ୍ତ୍ରୀ ଶ୍ରୀମତୀ ବିଷ୍ଣୁପ୍ରିୟା ପ୍ରଧାନ ମଧ୍ୟ ଚିନ୍ତିତ ଅଛନ୍ତି। (948, 1591, 1136, 2175)
loan-city-row: ଖୋର୍ଦ୍ଧା 09719733332 (572, 1375, 754, 1387)
business-ad-0: ଆକର୍ଷଣୀୟ !!! ଘରେ ବସି ମୋବାଇଲ SMS ଦ୍ୱାରା 10,000/- 60,000/- ରୋଜଗାର କରନ୍ତୁ । ରେଜିଷ୍ଟ୍ରେସନ ପାଇଁ 9338876012, 9937626488. D-11575 (572, 300, 754, 354)
column-4 (572, 32, 754, 2202)
loan-city-row: ଗଞ୍ଜାମ 07830566966 (572, 1487, 754, 1499)
obituary-title: ମନେ ପଡ଼ନ୍ତି (769, 1513, 934, 1545)
rasi-entry: ♒ କୁମ୍ଭ: ଆଜି ନୂଆ ଯୋଗାଯୋଗ ସ୍ଥାପିତ ହେବ। ବନ୍ଧୁଙ୍କ ସାହାଯ୍ୟରେ କାମ ହେବ। ଆୟର ନୂଆ ଉତ୍ସ ମିଳିବ। ମାନସିକ ଚାପ କମିବ। ଶୁଭ ରଙ୍ଗ ଆକାଶୀ। (1141, 645, 1495, 688)
loan-city-row: କଟକ 07409006608 (572, 1333, 754, 1345)
realestate-ad-4: Readymade flat available at Kalarahanga & duplex @ 52 lacs at Raghunathpur. Contact : 9938909639, 9238043025. D-10633 (4, 1140, 179, 1194)
automobile-ads (4, 507, 179, 695)
wish1-name: ଅଶ୍ରିତ କୁମାର ବେହେରା (787, 358, 916, 374)
loan-city-row: ଯାଜପୁର 07830099600 (572, 1417, 754, 1429)
realestate-ad-2: ଜଗମରାଠାରେ NH-5ରୁ 700 ମିଟର 1500 sqft. 2,70,000/- ପାଉଣ୍ଡରେ outright. 9938177361, 8908709458. D-11196 (4, 1022, 179, 1076)
property-ad-3: Ready to move in & under construction flats/ duplex available in Nayapalli, Khandagiri, Jayadev Vihar, Patia, Tankapani Road, Raghunathpur and many more. Price range Rs. 1850/- to 5000/- sqft. We also deal in Land, Retail Showrooms and office spaces on sale/ lease. Call: NK Realtors: 0674- 6596979, 07776646401, 07381032424, E m a i l : salesbbsr@nkrealtors.com, Kolkata, Howrah, Burdwan, Durgapur, Asansol, Bhubaneswar, Guwahati. D-11181 (185, 491, 365, 699)
property-ad-2: SUM Hospital ରୁ ୪ କିଲୋମିଟର conversion plot near IIIT, TIMES College 2000 sqft. 10,00,000/-. 9439941564. D-11190 (185, 432, 365, 486)
zodiac-icon: ♍ (1141, 411, 1169, 439)
health-ad-5: Newly open Ayurvedic full body massage, smart lady therapist. 9853600301. D-7677 (379, 1274, 561, 1314)
astrology-ad-0: ମନ୍ତ୍ରସିଦ୍ଧ କବଚ, ଚୋପଚିତ୍ରାରେ ବଶୀକରଣ, ପ୍ରେମ, ବିବାହ, ଗ୍ରହ, ଶତ୍ରୁ, ରାଶିଫଳ, ଜାତକ ଗଣନା ପ୍ରଭୃତି ବିଷୟରେ ସମାଧାନ । Gurutva Karyalaya. 9338213418, 9238328785. D-10908 (572, 874, 754, 942)
property-ad-13: Gharabari boundary wall 2000 sqft. corner plot near Patia Big Bazaar. 7205716816. D-4497 (185, 1261, 365, 1301)
page-header (0, 0, 1500, 29)
realestate-ad-5: Residential plot 60'x40' for sale at Gandamunda, Jagamara. No Broker. Contact: 9861021008. D-11541 (4, 1199, 179, 1251)
automobile-ad-0: Tata Indigo Manza 2011 model Regn No-OR-02-BQ-5300 in as where is condition. Contact: Sundaram Finance Limited, Ph: 0674- 2545173, 2544772 within 3 days. D-11531 (4, 508, 179, 590)
rasi-entry: ♉ ବୃଷ: ଆଜି ଦିନ ଭିତରେ ଗୁରୁତ୍ୱପୂର୍ଣ୍ଣ ନିଷ୍ପତ୍ତି ନେବା ପୂର୍ବରୁ ଭଲ ଭାବେ ଚିନ୍ତା କରନ୍ତୁ। ଆର୍ଥିକ ସ୍ଥିତି ସୁଦୃଢ଼ ହେବ। ବନ୍ଧୁବର୍ଗଙ୍କ ସହଯୋଗ ମିଳିବ। ମାନସିକ ଅଶାନ୍ତି ଦୂର ହେବ। ଚାକିରୀରେ ପଦୋନ୍ନତିର ସମ୍ଭାବନା। ଗୃହରେ ଶୁଭ କାର୍ଯ୍ୟ ଆୟୋଜିତ ହେବ। ଶୁଭ ରଙ୍ଗ ଧଳା। (1141, 194, 1495, 252)
property-ad-16: Residential plot available Rs.350/ sft. at Mancheswar, Bhubaneswar. 9090526906. D-9346 (185, 1424, 365, 1464)
tolet-ad-1: 2BHK near Siripurchhaka, OUAT for rent, per month Rs. 9000/-, no place for car parking. Contact: 8895997198, 9853298599, 9938569933. D-9883 (379, 328, 561, 396)
form-address-field: ଠିକଣା................. (10, 88, 92, 101)
realestate-ad-6: Book your modern compact office space in unbelievable price near IIIT, TIMES College 2000 sqft. 9337731785, 06743011627. D-10199 (4, 1244, 179, 1310)
balloons-graphic (863, 308, 934, 358)
page-number: ୪ ଧରିତ୍ରୀ (8, 2, 77, 21)
business-label: BUSINESS (609, 269, 717, 294)
news-marine-murder (948, 32, 1132, 1322)
news3-subhead: ଅପହରଣ ସନ୍ଦେହ (1148, 1554, 1492, 1586)
loan-city-row: ବାଲେଶ୍ୱର 08650055506 (572, 1501, 754, 1513)
business-ad-5: ଘରେ ବସି Mobile SMS କରି 8000/- ରୁ 40,000/- ମାସିକ ରୋଜଗାର କରନ୍ତୁ । 8763722096. D-3887 (572, 657, 754, 697)
business-ad-1: ପ୍ରତିଦିନ, ଘୁଣ୍ଟିଆ ମିଶ୍ରିତ କ୍ଷେତ୍ରରେ କାମ ପାଇଁ ଯୋଗାଯୋଗ କରନ୍ତୁ, ସପ୍ତାହର ରୋଜଗାର SMS ସହ 3100/- ଦିଆଯାଉଛି । 09991120671, 09991120951. D-11510 (572, 359, 754, 427)
wish4-sub: ନୟାପଲ୍ଲୀ, ଭୁବନେଶ୍ୱର (801, 933, 902, 944)
rasi-entry: ♑ ମକର: କର୍ମକ୍ଷେତ୍ରରେ ଦାୟିତ୍ୱ ବଢ଼ିବ। ବରିଷ୍ଠଙ୍କ ସହଯୋଗ ମିଳିବ। ସମ୍ପତ୍ତି ସମ୍ବନ୍ଧୀୟ ବିବାଦ ସମାଧାନ ହେବ। ଖର୍ଚ୍ଚ ବୃଦ୍ଧି ପାଇବ। ଶୁଭ ରଙ୍ଗ କଳା। (1141, 598, 1495, 641)
rasi-entry: ♌ ସିଂହ: କାର୍ଯ୍ୟକ୍ଷେତ୍ରରେ ସମ୍ମାନ ବୃଦ୍ଧି ପାଇବ। ନେତୃତ୍ୱ କ୍ଷମତାର ପ୍ରଶଂସା ହେବ। ଆର୍ଥିକ ଲାଭର ଯୋଗ। ସନ୍ତାନ ପକ୍ଷରୁ ଶୁଭ ସମ୍ବାଦ ମିଳିବ। ଯାତ୍ରା ସୁଖଦ ହେବ। ଶୁଭ ରଙ୍ଗ କମଳା। (1141, 364, 1495, 407)
building-graphic (404, 166, 538, 240)
obituary-photo (769, 1564, 934, 1746)
child-photo-1 (198, 40, 274, 134)
automobile-banner (4, 321, 179, 483)
news3-caption: ଗଗନ ମଣି ପ୍ରଧାନ (1190, 1802, 1272, 1814)
column-3 (379, 32, 561, 2202)
zodiac-icon: ♋ (1141, 318, 1169, 346)
top-ad-col5: ସହଜରେ ପାଇବା ପାଇଁ ଯୋଗାଯୋଗ କରନ୍ତୁ, ମାର୍କେଟିଂ ଏଣ୍ଡ ଫାଇନାନ୍ସ । 07840880754, 07840880922. D-11508 (764, 33, 939, 85)
tours-banner (379, 459, 561, 581)
realestate-ad-10: Brand new ready 3BHK flat walkable from NH-5 on AIIMS road. Contact: 9861366146, 06743011624. D-10203 (4, 1466, 179, 1520)
health-ad-10: ଭୁବନେଶ୍ୱରରେ ନୂଆ ଖୋଲିଥିବା ଆୟୁର୍ବେଦିକ ହର୍ବାଲ ଫୁଲ ବଡି ମାସାଜ । 8093180494, 8984234424. D-11553 (379, 1499, 561, 1539)
realestate-ad-9: Ready to move affordable 3BHK flat at Sree Vihar. Contact: 9337737185, 06743011622. D-10202 (4, 1421, 179, 1461)
wish3-name: ବିଶ୍ୱଜିତ୍ ପରିଡ଼ା (୧୦) (791, 735, 912, 751)
